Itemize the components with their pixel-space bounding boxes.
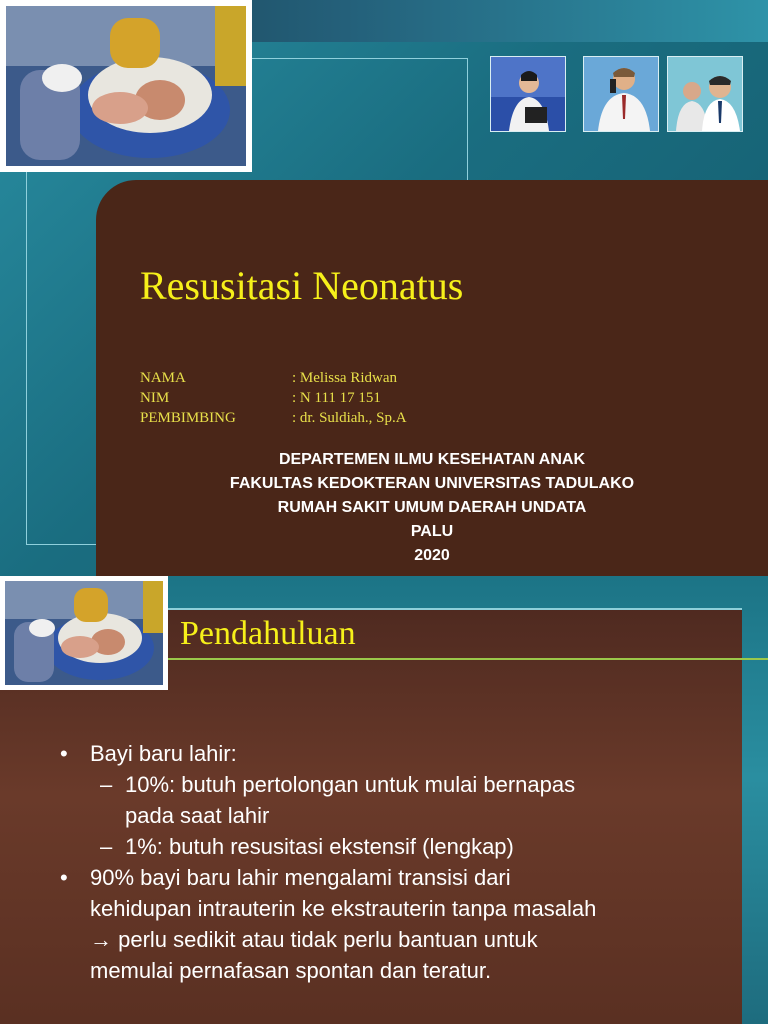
bullet-text: • 90% bayi baru lahir mengalami transisi dari xyxy=(90,865,511,890)
info-label: NIM xyxy=(140,390,170,406)
bullet-list xyxy=(60,738,720,986)
list-item xyxy=(60,862,720,986)
businessmen-photo xyxy=(667,56,743,132)
bullet-text: kehidupan intrauterin ke ekstrauterin tanpa masalah xyxy=(90,896,597,921)
businessman-phone-photo xyxy=(583,56,659,132)
business-woman-photo xyxy=(490,56,566,132)
bullet-text: 10%: butuh pertolongan untuk mulai bernapas xyxy=(125,772,576,797)
title-underline xyxy=(168,658,768,660)
newborn-photo xyxy=(0,0,252,172)
list-item xyxy=(60,738,720,769)
dash-marker: – xyxy=(100,834,113,859)
section-title: Pendahuluan xyxy=(180,615,356,652)
city-line: PALU xyxy=(410,523,454,540)
newborn-photo-small xyxy=(0,576,168,690)
bullet-text: 1%: butuh resusitasi ekstensif (lengkap) xyxy=(125,834,514,859)
list-item xyxy=(60,831,720,862)
info-value: : dr. Suldiah., Sp.A xyxy=(292,410,407,426)
bullet-text: → perlu sedikit atau tidak perlu bantuan untuk xyxy=(90,927,538,952)
department-block xyxy=(96,448,768,568)
arrow-icon: → xyxy=(90,927,112,952)
info-row xyxy=(140,368,407,388)
bullet-text: memulai pernafasan spontan dan teratur. xyxy=(90,958,492,983)
info-value: : Melissa Ridwan xyxy=(292,370,397,386)
hospital-line: RUMAH SAKIT UMUM DAERAH UNDATA xyxy=(277,499,587,516)
info-row xyxy=(140,408,407,428)
year-line: 2020 xyxy=(414,547,450,564)
bullet-text: pada saat lahir xyxy=(125,803,270,828)
presenter-info xyxy=(140,368,407,428)
info-row xyxy=(140,388,407,408)
info-label: NAMA xyxy=(140,370,186,386)
divider xyxy=(467,58,468,180)
divider xyxy=(168,608,742,610)
dash-marker: – xyxy=(100,772,113,797)
bullet-text: Bayi baru lahir: xyxy=(90,741,237,766)
divider xyxy=(26,544,96,545)
department-line: DEPARTEMEN ILMU KESEHATAN ANAK xyxy=(278,451,586,468)
info-value: : N 111 17 151 xyxy=(292,390,381,406)
info-label: PEMBIMBING xyxy=(140,410,236,426)
list-item xyxy=(60,769,720,831)
presentation-title: Resusitasi Neonatus xyxy=(140,263,464,308)
faculty-line: FAKULTAS KEDOKTERAN UNIVERSITAS TADULAKO xyxy=(229,475,635,492)
